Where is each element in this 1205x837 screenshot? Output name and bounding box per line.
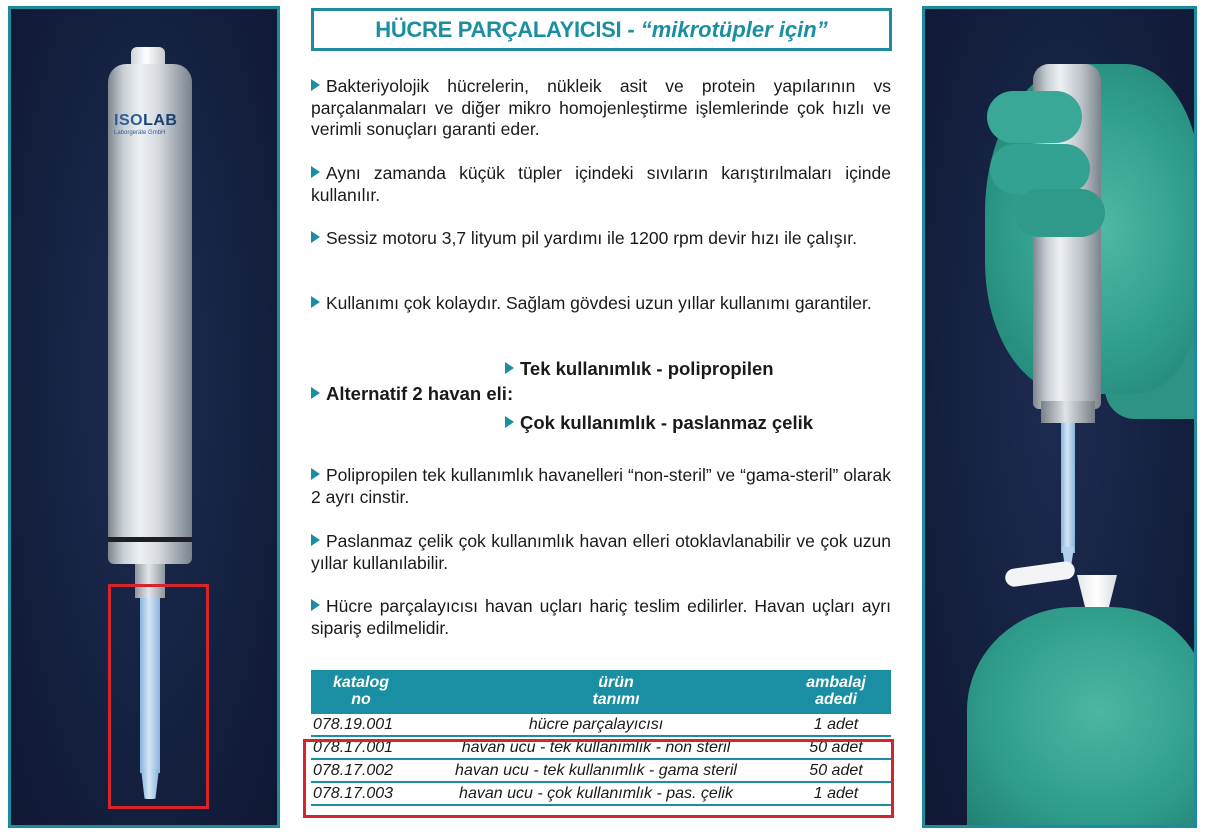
title-main: HÜCRE PARÇALAYICISI xyxy=(375,16,622,42)
product-description: havan ucu - tek kullanımlık - non steril xyxy=(461,739,731,756)
bullet-paragraph: Aynı zamanda küçük tüpler içindeki sıvıların karıştırılmaları içinde kullanılır. xyxy=(311,163,891,205)
device-body xyxy=(108,64,192,564)
table-header xyxy=(311,670,891,714)
pestle-shaft xyxy=(1061,423,1075,553)
table-row xyxy=(311,714,891,737)
bullet-arrow-icon xyxy=(311,296,320,308)
title-separator: - xyxy=(627,16,635,42)
bullet-paragraph: Hücre parçalayıcısı havan uçları hariç teslim edilirler. Havan uçları ayrı sipariş edilmelidir. xyxy=(311,596,891,638)
bullet-paragraph: Paslanmaz çelik çok kullanımlık havan elleri otoklavlanabilir ve çok uzun yıllar kullanılabilir. xyxy=(311,531,891,573)
glove-finger xyxy=(990,144,1090,194)
bullet-arrow-icon xyxy=(311,387,320,399)
glove-finger xyxy=(987,91,1082,143)
header-catalog-no: katalog no xyxy=(332,674,389,708)
header-product-description: ürün tanımı xyxy=(592,674,640,708)
option-disposable: Tek kullanımlık - polipropilen xyxy=(505,358,774,380)
bullet-arrow-icon xyxy=(311,534,320,546)
microtube-cap xyxy=(1004,560,1076,588)
page-title xyxy=(311,8,892,51)
usage-photo-right xyxy=(922,6,1197,828)
device-collar xyxy=(1041,401,1095,423)
bullet-arrow-icon xyxy=(311,166,320,178)
catalog-no: 078.17.003 xyxy=(313,785,394,802)
device-ring xyxy=(108,537,192,542)
title-subtitle: “mikrotüpler için” xyxy=(640,16,828,42)
option-label: Alternatif 2 havan eli: xyxy=(311,383,513,405)
catalog-no: 078.17.002 xyxy=(313,762,394,779)
isolab-logo: ISOLAB Laborgeräte GmbH xyxy=(114,112,178,136)
product-description: havan ucu - çok kullanımlık - pas. çelik xyxy=(459,785,733,802)
gloved-hand-lower xyxy=(967,607,1197,828)
bullet-arrow-icon xyxy=(311,468,320,480)
product-description: havan ucu - tek kullanımlık - gama steril xyxy=(455,762,737,779)
package-qty: 1 adet xyxy=(813,716,859,733)
bullet-arrow-icon xyxy=(311,79,320,91)
bullet-paragraph: Kullanımı çok kolaydır. Sağlam gövdesi uzun yıllar kullanımı garantiler. xyxy=(311,293,891,315)
catalog-no: 078.17.001 xyxy=(313,739,394,756)
product-description: hücre parçalayıcısı xyxy=(528,716,664,733)
package-qty: 50 adet xyxy=(809,739,863,756)
pestle-highlight-box xyxy=(108,584,209,809)
pestle-rows-highlight-box xyxy=(303,739,894,818)
bullet-arrow-icon xyxy=(311,599,320,611)
package-qty: 50 adet xyxy=(809,762,863,779)
package-qty: 1 adet xyxy=(813,785,859,802)
glove-finger xyxy=(1015,189,1105,237)
option-reusable: Çok kullanımlık - paslanmaz çelik xyxy=(505,412,813,434)
header-package-qty: ambalaj adedi xyxy=(806,674,866,708)
bullet-arrow-icon xyxy=(505,362,514,374)
catalog-no: 078.19.001 xyxy=(313,716,394,733)
bullet-arrow-icon xyxy=(311,231,320,243)
bullet-paragraph: Sessiz motoru 3,7 lityum pil yardımı ile 1200 rpm devir hızı ile çalışır. xyxy=(311,228,891,250)
bullet-arrow-icon xyxy=(505,416,514,428)
bullet-paragraph: Bakteriyolojik hücrelerin, nükleik asit ve protein yapılarının vs parçalanmaları ve diğer mikro homojenleştirme işlemlerinde çok hızlı ve verimli sonuçları garanti eder. xyxy=(311,76,891,139)
bullet-paragraph: Polipropilen tek kullanımlık havanelleri “non-steril” ve “gama-steril” olarak 2 ayrı cinstir. xyxy=(311,465,891,507)
